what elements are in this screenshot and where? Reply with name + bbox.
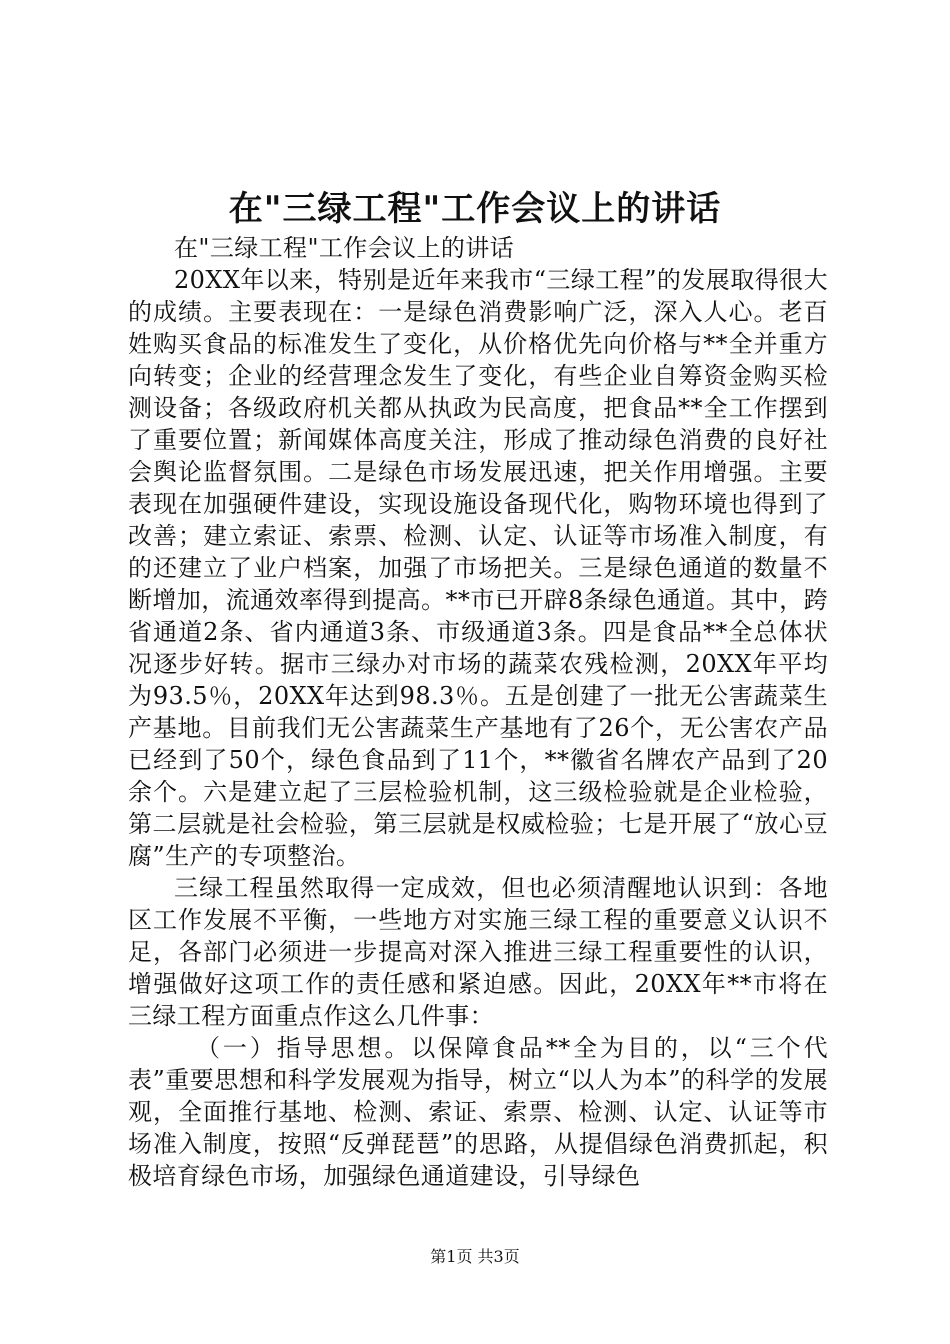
paragraph-achievements: 20XX年以来，特别是近年来我市“三绿工程”的发展取得很大的成绩。主要表现在：一是绿色消费影响广泛，深入人心。老百姓购买食品的标准发生了变化，从价格优先向价格与**全并重方向转变；企业的经营理念发生了变化，有些企业自筹资金购买检测设备；各级政府机关都从执政为民高度，把食品**全工作摆到了重要位置；新闻媒体高度关注，形成了推动绿色消费的良好社会舆论监督氛围。二是绿色市场发展迅速，把关作用增强。主要表现在加强硬件建设，实现设施设备现代化，购物环境也得到了改善；建立索证、索票、检测、认定、认证等市场准入制度，有的还建立了业户档案，加强了市场把关。三是绿色通道的数量不断增加，流通效率得到提高。**市已开辟8条绿色通道。其中，跨省通道2条、省内通道3条、市级通道3条。四是食品**全总体状况逐步好转。据市三绿办对市场的蔬菜农残检测，20XX年平均为93.5％，20XX年达到98.3％。五是创建了一批无公害蔬菜生产基地。目前我们无公害蔬菜生产基地有了26个，无公害农产品已经到了50个，绿色食品到了11个，**徽省名牌农产品到了20余个。六是建立起了三层检验机制，这三级检验就是企业检验，第二层就是社会检验，第三层就是权威检验；七是开展了“放心豆腐”生产的专项整治。 xyxy=(128,266,828,870)
document-title: 在"三绿工程"工作会议上的讲话 xyxy=(228,189,722,229)
page-number-footer: 第1页 共3页 xyxy=(430,1247,520,1266)
paragraph-heading-repeat: 在"三绿工程"工作会议上的讲话 xyxy=(174,234,515,262)
document-body xyxy=(128,232,828,1192)
paragraph-guiding-ideology: （一）指导思想。以保障食品**全为目的，以“三个代表”重要思想和科学发展观为指导，树立“以人为本”的科学的发展观，全面推行基地、检测、索证、索票、检测、认定、认证等市场准入制度，按照“反弹琵琶”的思路，从提倡绿色消费抓起，积极培育绿色市场，加强绿色通道建设，引导绿色 xyxy=(128,1034,828,1190)
paragraph-problems: 三绿工程虽然取得一定成效，但也必须清醒地认识到：各地区工作发展不平衡，一些地方对实施三绿工程的重要意义认识不足，各部门必须进一步提高对深入推进三绿工程重要性的认识，增强做好这项工作的责任感和紧迫感。因此，20XX年**市将在三绿工程方面重点作这么几件事： xyxy=(128,874,828,1030)
